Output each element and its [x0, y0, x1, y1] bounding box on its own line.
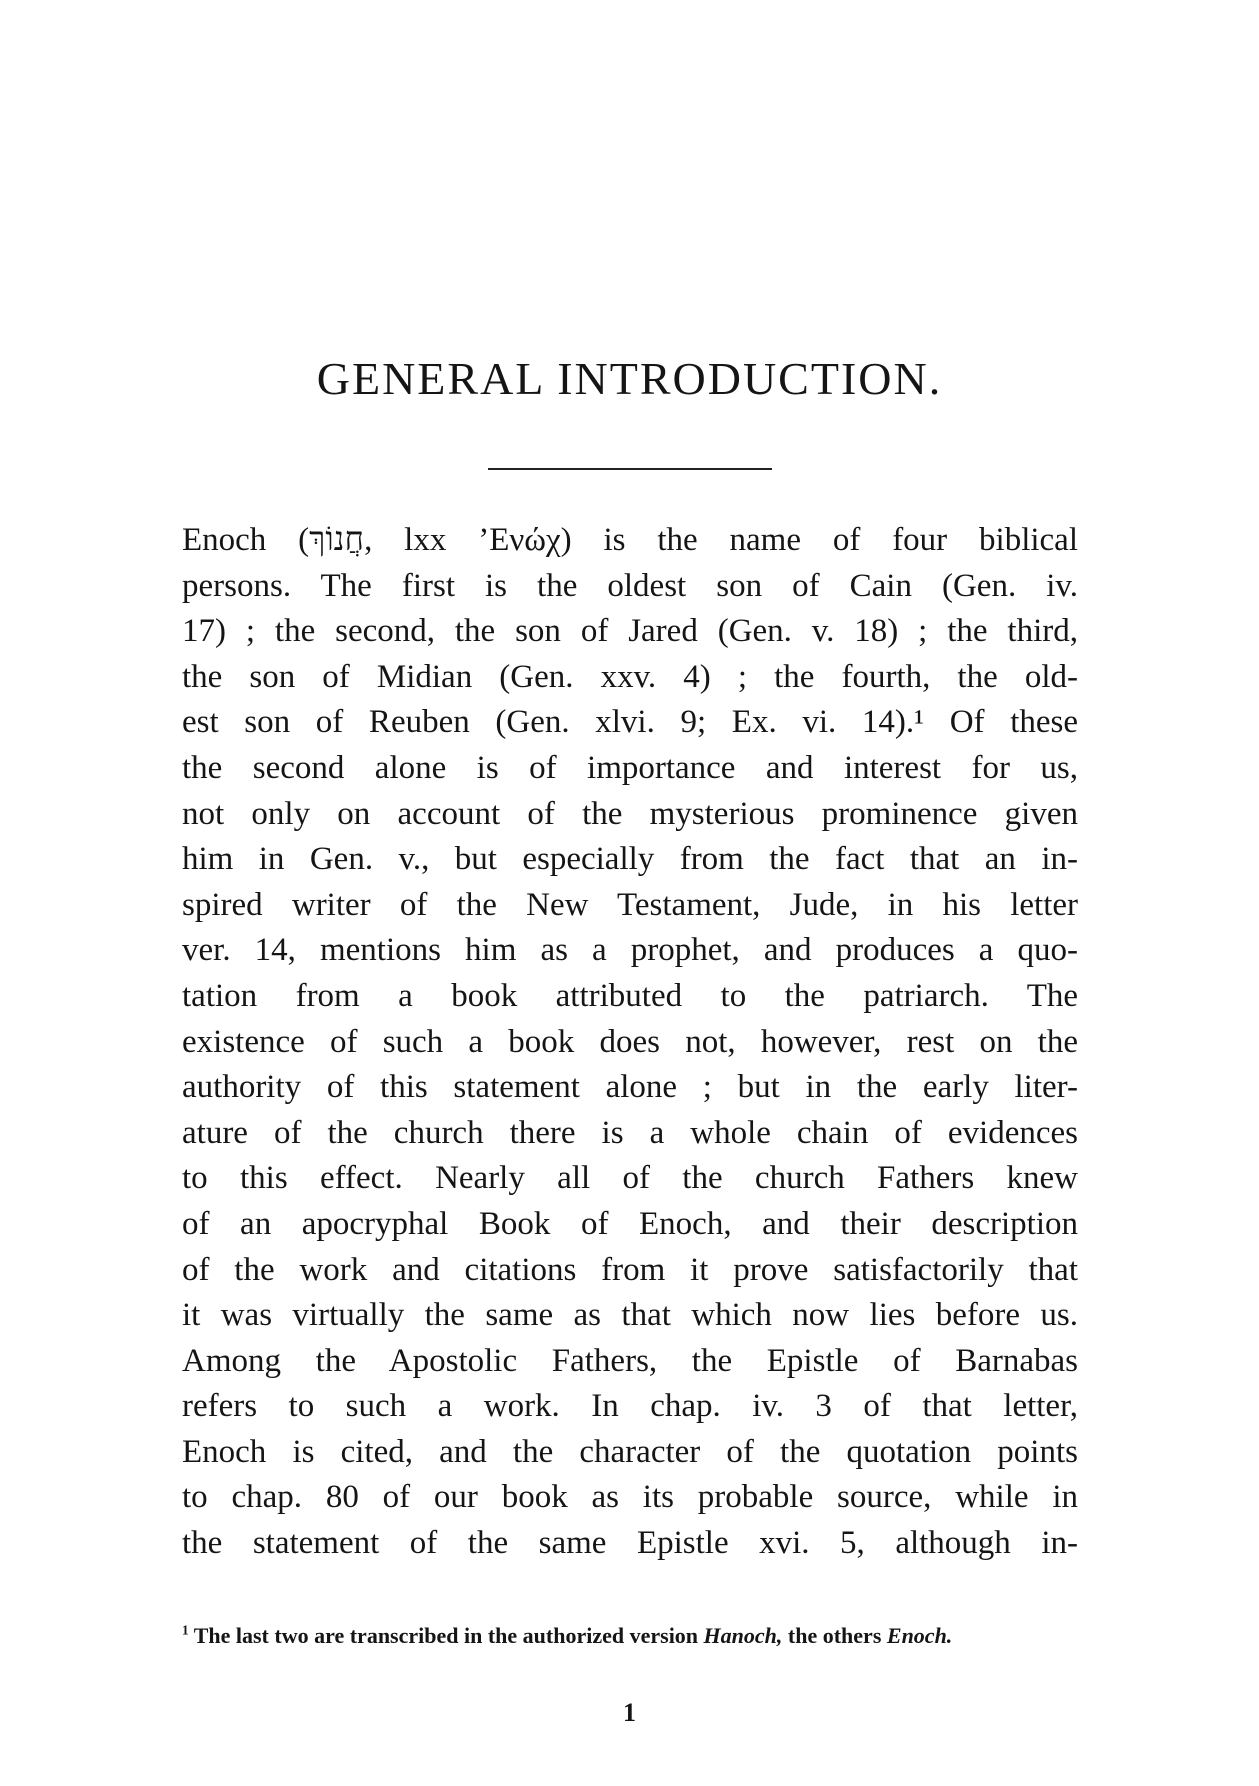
text-line: the statement of the same Epistle xvi. 5, although in-	[182, 1525, 1078, 1562]
text-line: ature of the church there is a whole chain of evidences	[182, 1114, 1078, 1151]
body-text	[182, 518, 1078, 1567]
chapter-heading: GENERAL INTRODUCTION.	[316, 353, 943, 404]
text-line: to this effect. Nearly all of the church Fathers knew	[182, 1160, 1078, 1197]
text-line: 17) ; the second, the son of Jared (Gen. v. 18) ; the third,	[182, 613, 1078, 650]
text-line: of the work and citations from it prove satisfactorily that	[182, 1251, 1078, 1288]
footnote-marker: 1	[182, 1622, 189, 1638]
text-line: authority of this statement alone ; but in the early liter-	[182, 1069, 1078, 1106]
footnote-text-a: The last two are transcribed in the authorized version	[193, 1623, 704, 1648]
text-line: ver. 14, mentions him as a prophet, and produces a quo-	[182, 932, 1078, 969]
footnote-italic-a: Hanoch,	[703, 1623, 783, 1648]
text-line: existence of such a book does not, however, rest on the	[182, 1023, 1078, 1060]
text-line: to chap. 80 of our book as its probable source, while in	[182, 1479, 1078, 1516]
page-number: 1	[623, 1698, 636, 1727]
text-line: Enoch (חֲנוֹךְ, lxx ’Ενώχ) is the name of four biblical	[182, 522, 1078, 558]
text-line: refers to such a work. In chap. iv. 3 of that letter,	[182, 1388, 1078, 1425]
text-line: est son of Reuben (Gen. xlvi. 9; Ex. vi. 14).¹ Of these	[182, 704, 1078, 741]
text-line: it was virtually the same as that which now lies before us.	[182, 1297, 1078, 1334]
text-line: the son of Midian (Gen. xxv. 4) ; the fourth, the old-	[182, 658, 1078, 695]
heading-rule	[488, 468, 772, 470]
footnote-italic-b: Enoch.	[886, 1623, 953, 1648]
text-line: the second alone is of importance and interest for us,	[182, 749, 1078, 786]
footnote	[182, 1620, 1078, 1652]
text-line: him in Gen. v., but especially from the fact that an in-	[182, 841, 1078, 878]
footnote-text-b: the others	[782, 1623, 887, 1648]
text-line: of an apocryphal Book of Enoch, and their description	[182, 1205, 1078, 1242]
text-line: not only on account of the mysterious prominence given	[182, 795, 1078, 832]
text-line: Enoch is cited, and the character of the quotation points	[182, 1433, 1078, 1470]
text-line: persons. The first is the oldest son of Cain (Gen. iv.	[182, 567, 1078, 604]
text-line: spired writer of the New Testament, Jude, in his letter	[182, 886, 1078, 923]
text-line: Among the Apostolic Fathers, the Epistle of Barnabas	[182, 1342, 1078, 1379]
text-line: tation from a book attributed to the patriarch. The	[182, 977, 1078, 1014]
